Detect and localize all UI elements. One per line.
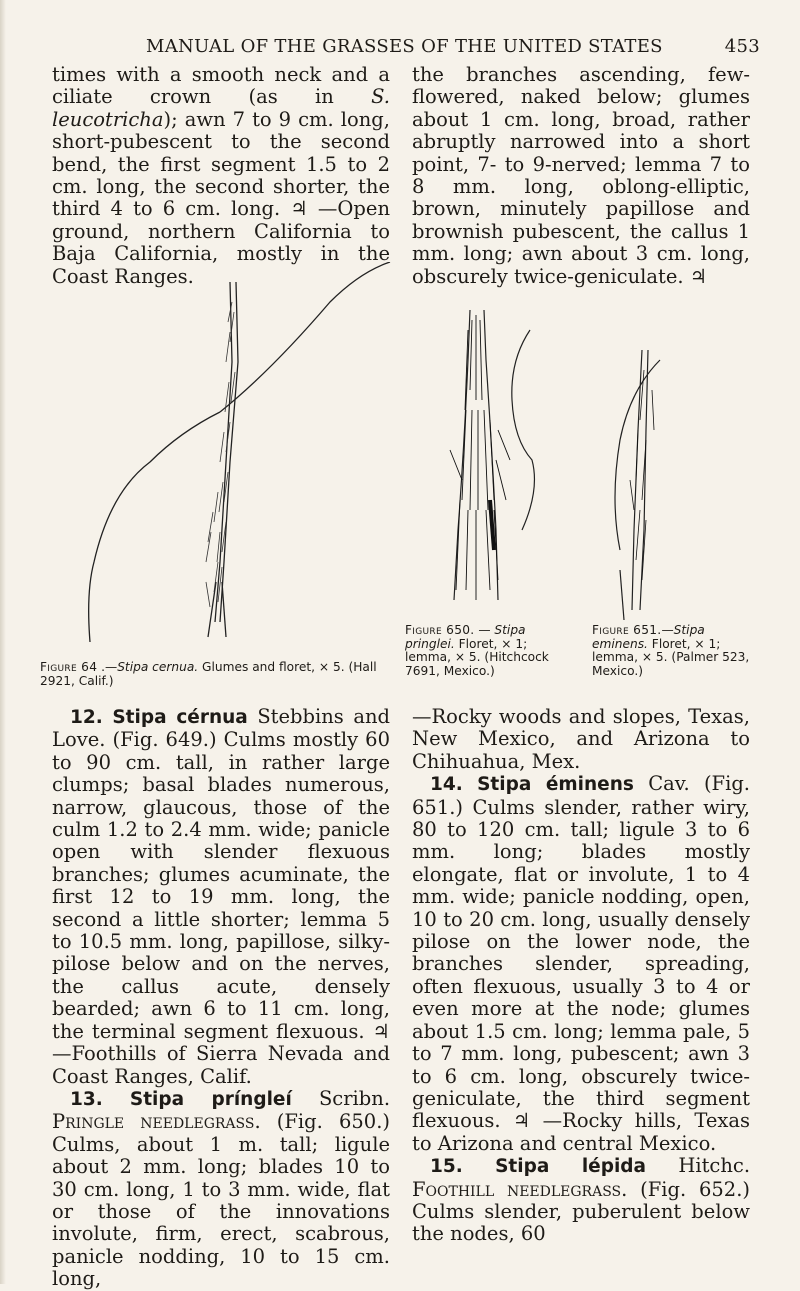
- running-head: MANUAL OF THE GRASSES OF THE UNITED STATES: [146, 36, 663, 57]
- stipa-cernua-illustration: [80, 262, 410, 652]
- page-binding-edge: [0, 0, 6, 1284]
- figure-649-caption: Figure 64 .—Stipa cernua. Glumes and floret, × 5. (Hall 2921, Calif.): [40, 660, 377, 688]
- species-12-entry: 12. Stipa cérnua Stebbins and Love. (Fig. 649.) Culms mostly 60 to 90 cm. tall, in rather large clumps; basal blades numerous, narrow, glaucous, those of the culm 1.2 to 2.4 mm. wide; panicle open with slender flexuous branches; glumes acuminate, the first 12 to 19 mm. long, the second a little shorter; lemma 5 to 10.5 mm. long, papillose, silky-pilose below and on the nerves, the callus acute, densely bearded; awn 6 to 11 cm. long, the terminal segment flexuous. ♃ —Foothills of Sierra Nevada and Coast Ranges, Calif.: [52, 705, 391, 1088]
- figure-650-caption: Figure 650. — Stipa pringlei. Floret, × 1; lemma, × 5. (Hitchcock 7691, Mexico.): [405, 623, 549, 678]
- species-14-entry: 14. Stipa éminens Cav. (Fig. 651.) Culms slender, rather wiry, 80 to 120 cm. tall; ligule 3 to 6 mm. long; blades mostly elongate, flat or involute, 1 to 4 mm. wide; panicle nodding, open, 10 to 20 cm. long, usually densely pilose on the lower node, the branches slender, spreading, often flexuous, usually 3 to 4 or even more at the node; glumes about 1.5 cm. long; lemma pale, 5 to 7 mm. long, pubescent; awn 3 to 6 cm. long, obscurely twice-geniculate, the third segment flexuous. ♃ —Rocky hills, Texas to Arizona and central Mexico.: [412, 772, 751, 1155]
- right-column: [412, 706, 750, 1246]
- page-number: 453: [724, 36, 760, 57]
- species-13-entry: 13. Stipa príngleí Scribn. Pringle needlegrass. (Fig. 650.) Culms, about 1 m. tall; ligule about 2 mm. long; blades 10 to 30 cm. long, 1 to 3 mm. wide, flat or those of the innovations involute, firm, erect, scabrous, panicle nodding, 10 to 15 cm. long,: [52, 1086, 391, 1291]
- top-left-paragraph: times with a smooth neck and a ciliate crown (as in S. leucotricha); awn 7 to 9 cm. long, short-pubescent to the second bend, the first segment 1.5 to 2 cm. long, the second shorter, the third 4 to 6 cm. long. ♃ —Open ground, northern California to Baja California, mostly in the Coast Ranges.: [52, 63, 391, 288]
- species-13-continuation: —Rocky woods and slopes, Texas, New Mexico, and Arizona to Chihuahua, Mex.: [412, 705, 750, 773]
- stipa-eminens-illustration: [590, 330, 690, 620]
- figure-651-caption: Figure 651.—Stipa eminens. Floret, × 1; lemma, × 5. (Palmer 523, Mexico.): [592, 623, 750, 678]
- stipa-pringlei-illustration: [410, 300, 560, 620]
- left-column: [52, 706, 390, 1291]
- species-15-entry: 15. Stipa lépida Hitchc. Foothill needlegrass. (Fig. 652.) Culms slender, puberulent below the nodes, 60: [412, 1154, 751, 1246]
- top-right-paragraph: the branches ascending, few-flowered, naked below; glumes about 1 cm. long, broad, rather abruptly narrowed into a short point, 7- to 9-nerved; lemma 7 to 8 mm. long, oblong-elliptic, brown, minutely papillose and brownish pubescent, the callus 1 mm. long; awn about 3 cm. long, obscurely twice-geniculate. ♃: [412, 63, 750, 288]
